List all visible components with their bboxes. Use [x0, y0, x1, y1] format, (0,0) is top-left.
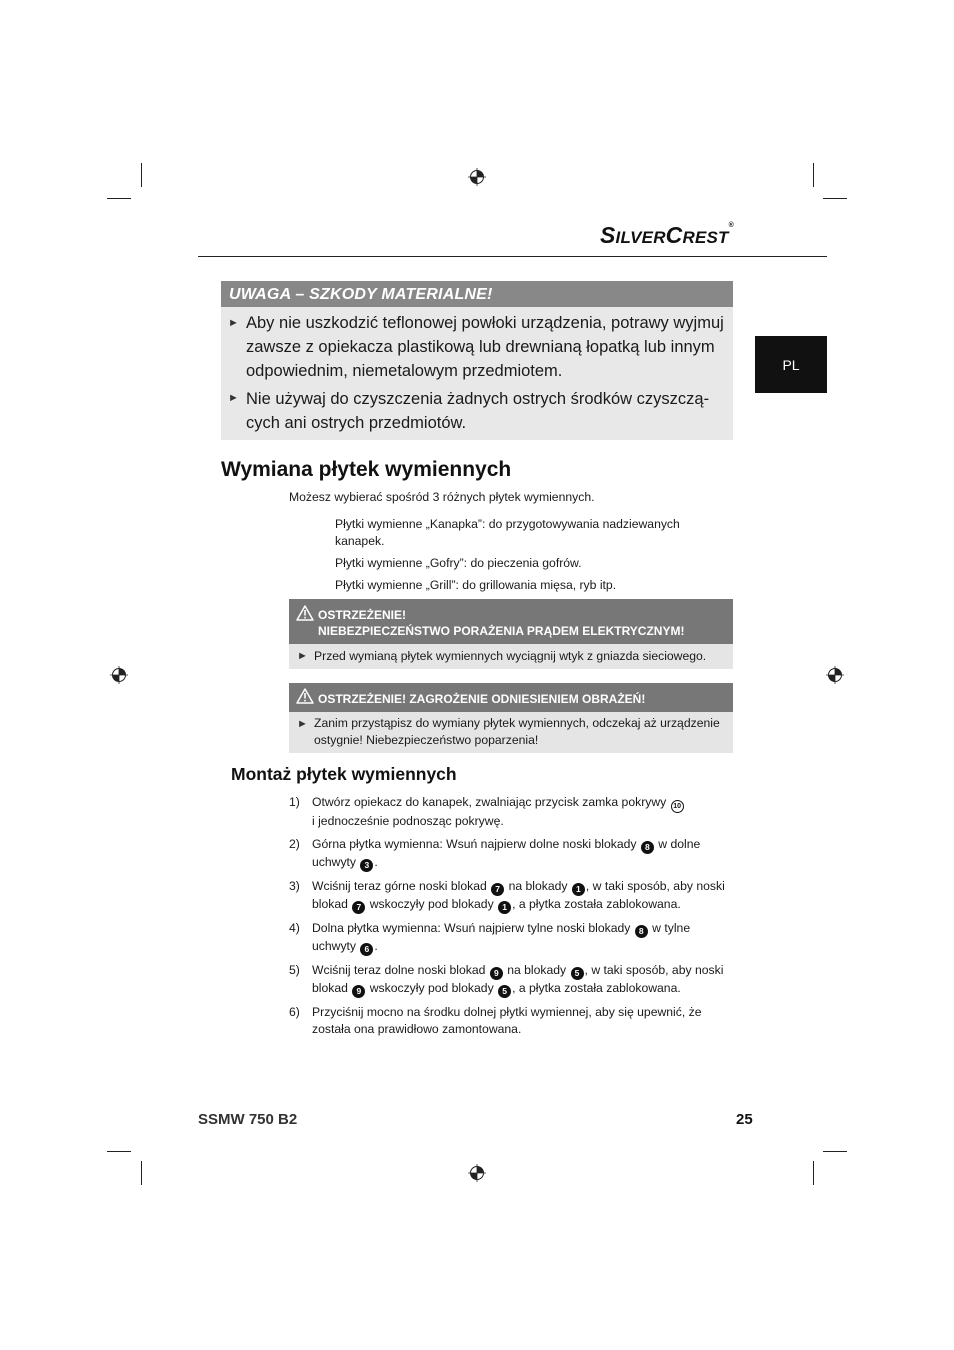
step-text-part: uchwyty: [312, 855, 357, 869]
part-number-badge: 10: [671, 800, 684, 813]
step-text-part: blokad: [312, 897, 348, 911]
warning-item: [314, 715, 729, 749]
caution-item-line: Nie używaj do czyszczenia żadnych ostrych środków czyszczą-: [246, 390, 710, 408]
step-text-part: Wciśnij teraz górne noski blokad: [312, 879, 487, 893]
step-text-part: i jednocześnie podnosząc pokrywę.: [312, 814, 504, 828]
crop-mark: [107, 198, 131, 199]
step-text-part: Górna płytka wymienna: Wsuń najpierw dolne noski blokady: [312, 837, 637, 851]
plate-type-item: Płytki wymienne „Grill”: do grillowania mięsa, ryb itp.: [335, 578, 617, 592]
crop-mark: [813, 163, 814, 187]
step-number: 6): [289, 1005, 300, 1019]
page-number: 25: [736, 1111, 753, 1128]
step-text-part: uchwyty: [312, 939, 357, 953]
step-text: [312, 794, 732, 830]
warning-triangle-icon: [296, 605, 314, 621]
warning-title-line: NIEBEZPIECZEŃSTWO PORAŻENIA PRĄDEM ELEKTRYCZNYM!: [318, 624, 685, 638]
crop-mark: [823, 1151, 847, 1152]
step-text-part: Otwórz opiekacz do kanapek, zwalniając przycisk zamka pokrywy: [312, 795, 667, 809]
part-number-badge: 8: [635, 925, 648, 938]
part-number-badge: 6: [360, 943, 373, 956]
part-number-badge: 5: [498, 985, 511, 998]
crop-mark: [813, 1161, 814, 1185]
caution-item-line: Aby nie uszkodzić teflonowej powłoki urządzenia, potrawy wyjmuj: [246, 314, 724, 332]
registration-mark-icon: [468, 1164, 486, 1182]
step-text-part: blokad: [312, 981, 348, 995]
registration-mark-icon: [468, 168, 486, 186]
subsection-title: Montaż płytek wymiennych: [231, 764, 457, 784]
step-text-part: na blokady: [507, 963, 567, 977]
part-number-badge: 1: [572, 883, 585, 896]
step-text-part: Dolna płytka wymienna: Wsuń najpierw tylne noski blokady: [312, 921, 631, 935]
plate-type-item: Płytki wymienne „Gofry”: do pieczenia gofrów.: [335, 556, 582, 570]
part-number-badge: 3: [360, 859, 373, 872]
step-number: 2): [289, 837, 300, 851]
step-text-part: .: [374, 939, 378, 953]
warning-electric-header: [289, 599, 733, 644]
crop-mark: [107, 1151, 131, 1152]
part-number-badge: 9: [490, 967, 503, 980]
plate-type-line: kanapek.: [335, 534, 385, 548]
step-text-part: w tylne: [652, 921, 691, 935]
step-text-part: Przyciśnij mocno na środku dolnej płytki wymiennej, aby się upewnić, że: [312, 1005, 702, 1019]
caution-item-line: odpowiednim, niemetalowym przedmiotem.: [246, 362, 563, 380]
step-text: [312, 1004, 732, 1038]
step-text-part: .: [374, 855, 378, 869]
crop-mark: [823, 198, 847, 199]
part-number-badge: 1: [498, 901, 511, 914]
step-text: [312, 962, 732, 998]
arrow-bullet-icon: ►: [297, 718, 308, 730]
part-number-badge: 8: [641, 841, 654, 854]
caution-title: UWAGA – SZKODY MATERIALNE!: [221, 281, 733, 307]
part-number-badge: 5: [571, 967, 584, 980]
step-text-part: w dolne: [658, 837, 701, 851]
warning-item: Przed wymianą płytek wymiennych wyciągnij wtyk z gniazda sieciowego.: [314, 649, 707, 663]
warning-title-line: OSTRZEŻENIE! ZAGROŻENIE ODNIESIENIEM OBRAŻEŃ!: [318, 692, 646, 706]
header-divider: [198, 256, 827, 257]
step-text-part: , a płytka została zablokowana.: [512, 981, 681, 995]
caution-box: [221, 281, 733, 440]
part-number-badge: 7: [491, 883, 504, 896]
arrow-bullet-icon: ►: [228, 317, 239, 329]
section-intro: Możesz wybierać spośród 3 różnych płytek wymiennych.: [289, 490, 595, 504]
caution-item-line: zawsze z opiekacza plastikową lub drewnianą łopatką lub innym: [246, 338, 715, 356]
step-text-part: , w taki sposób, aby noski: [584, 963, 724, 977]
step-text: [312, 836, 732, 872]
registration-mark-icon: [110, 666, 128, 684]
brand-logo: SILVERCREST®: [600, 222, 734, 248]
caution-item-line: cych ani ostrych przedmiotów.: [246, 414, 467, 432]
warning-injury-body: [289, 712, 733, 753]
step-text-part: została ona prawidłowo zamontowana.: [312, 1022, 522, 1036]
arrow-bullet-icon: ►: [228, 392, 239, 404]
model-number: SSMW 750 B2: [198, 1111, 298, 1128]
crop-mark: [141, 1161, 142, 1185]
registration-mark-icon: [826, 666, 844, 684]
warning-electric-body: [289, 644, 733, 669]
plate-type-line: Płytki wymienne „Kanapka”: do przygotowywania nadziewanych: [335, 517, 680, 531]
warning-item-line: ostygnie! Niebezpieczeństwo poparzenia!: [314, 733, 539, 747]
step-text-part: wskoczyły pod blokady: [369, 981, 494, 995]
step-number: 3): [289, 879, 300, 893]
crop-mark: [141, 163, 142, 187]
section-title: Wymiana płytek wymiennych: [221, 458, 512, 481]
part-number-badge: 9: [352, 985, 365, 998]
warning-injury-header: [289, 683, 733, 712]
warning-title-line: OSTRZEŻENIE!: [318, 608, 407, 622]
step-text-part: na blokady: [508, 879, 568, 893]
warning-triangle-icon: [296, 688, 314, 704]
step-text: [312, 878, 732, 914]
language-tab: [755, 336, 827, 393]
part-number-badge: 7: [352, 901, 365, 914]
step-number: 5): [289, 963, 300, 977]
language-tab-label: PL: [782, 356, 800, 373]
step-number: 1): [289, 795, 300, 809]
step-text-part: Wciśnij teraz dolne noski blokad: [312, 963, 486, 977]
step-text-part: , a płytka została zablokowana.: [512, 897, 681, 911]
plate-type-item: [335, 516, 725, 550]
warning-item-line: Zanim przystąpisz do wymiany płytek wymiennych, odczekaj aż urządzenie: [314, 716, 720, 730]
caution-item: [246, 387, 726, 435]
caution-item: [246, 311, 726, 383]
arrow-bullet-icon: ►: [297, 650, 308, 662]
step-text-part: , w taki sposób, aby noski: [585, 879, 725, 893]
step-text: [312, 920, 732, 956]
step-text-part: wskoczyły pod blokady: [369, 897, 494, 911]
step-number: 4): [289, 921, 300, 935]
